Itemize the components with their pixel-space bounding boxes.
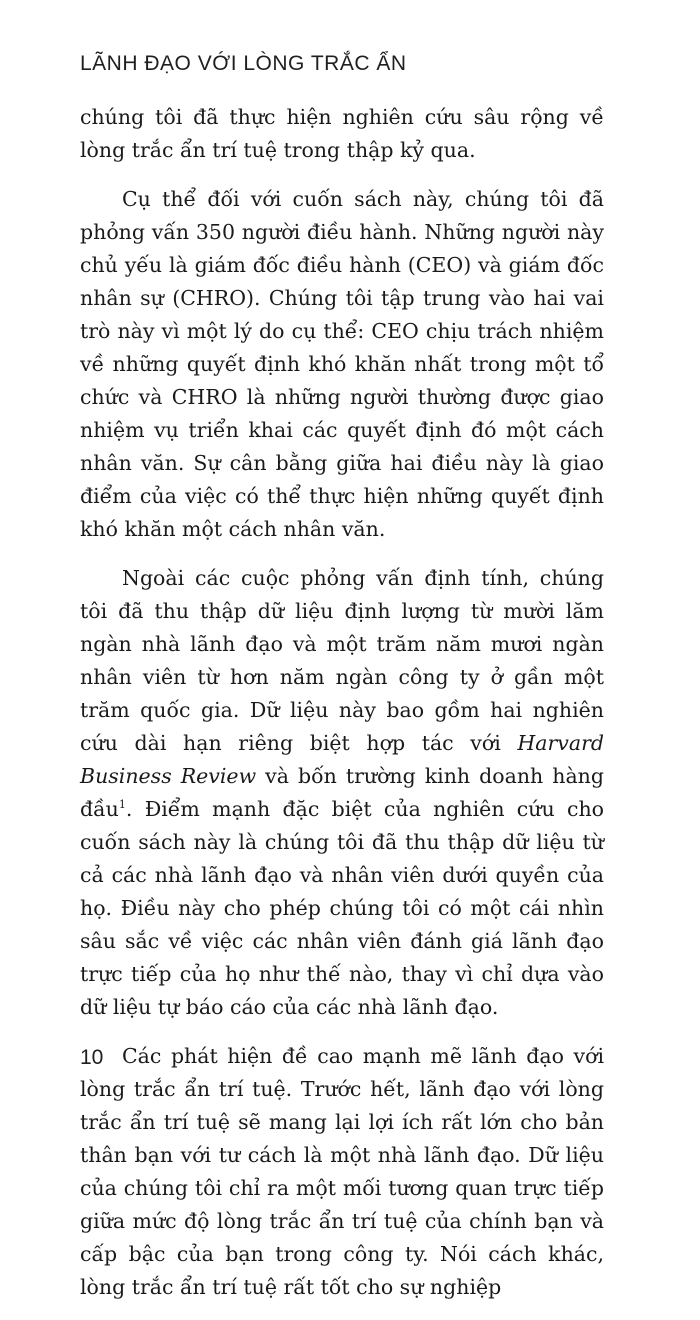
paragraph-text: . Điểm mạnh đặc biệt của nghiên cứu cho cuốn sách này là chúng tôi đã thu thập dữ liệu từ cả các nhà lãnh đạo và nhân viên dưới quyền của họ. Điều này cho phép chúng tôi có một cái nhìn sâu sắc về việc các nhân viên đánh giá lãnh đạo trực tiếp của họ như thế nào, thay vì chỉ dựa vào dữ liệu tự báo cáo của các nhà lãnh đạo. xyxy=(80,797,604,1019)
running-head-title: LÃNH ĐẠO VỚI LÒNG TRẮC ẨN xyxy=(80,52,407,75)
paragraph-quantitative-data xyxy=(80,562,604,1024)
body-text xyxy=(80,101,604,1320)
page-number: 10 xyxy=(80,1046,104,1069)
paragraph-text: và bốn trường kinh doanh hàng đầu xyxy=(80,764,605,821)
journal-title: Harvard Business Review xyxy=(80,731,604,788)
paragraph-text: Ngoài các cuộc phỏng vấn định tính, chúng tôi đã thu thập dữ liệu định lượng từ mười lăm ngàn nhà lãnh đạo và một trăm năm mươi ngàn nhân viên từ hơn năm ngàn công ty ở gần một trăm quốc gia. Dữ liệu này bao gồm hai nghiên cứu dài hạn riêng biệt hợp tác với xyxy=(80,566,604,755)
paragraph-findings: Các phát hiện đề cao mạnh mẽ lãnh đạo với lòng trắc ẩn trí tuệ. Trước hết, lãnh đạo với lòng trắc ẩn trí tuệ sẽ mang lại lợi ích rất lớn cho bản thân bạn với tư cách là một nhà lãnh đạo. Dữ liệu của chúng tôi chỉ ra một mối tương quan trực tiếp giữa mức độ lòng trắc ẩn trí tuệ của chính bạn và cấp bậc của bạn trong công ty. Nói cách khác, lòng trắc ẩn trí tuệ rất tốt cho sự nghiệp xyxy=(80,1044,604,1299)
paragraph-interviews: Cụ thể đối với cuốn sách này, chúng tôi đã phỏng vấn 350 người điều hành. Những người này chủ yếu là giám đốc điều hành (CEO) và giám đốc nhân sự (CHRO). Chúng tôi tập trung vào hai vai trò này vì một lý do cụ thể: CEO chịu trách nhiệm về những quyết định khó khăn nhất trong một tổ chức và CHRO là những người thường được giao nhiệm vụ triển khai các quyết định đó một cách nhân văn. Sự cân bằng giữa hai điều này là giao điểm của việc có thể thực hiện những quyết định khó khăn một cách nhân văn. xyxy=(80,187,604,541)
paragraph-continuation: chúng tôi đã thực hiện nghiên cứu sâu rộng về lòng trắc ẩn trí tuệ trong thập kỷ qua. xyxy=(80,105,604,162)
footnote-marker[interactable]: 1 xyxy=(118,798,126,812)
